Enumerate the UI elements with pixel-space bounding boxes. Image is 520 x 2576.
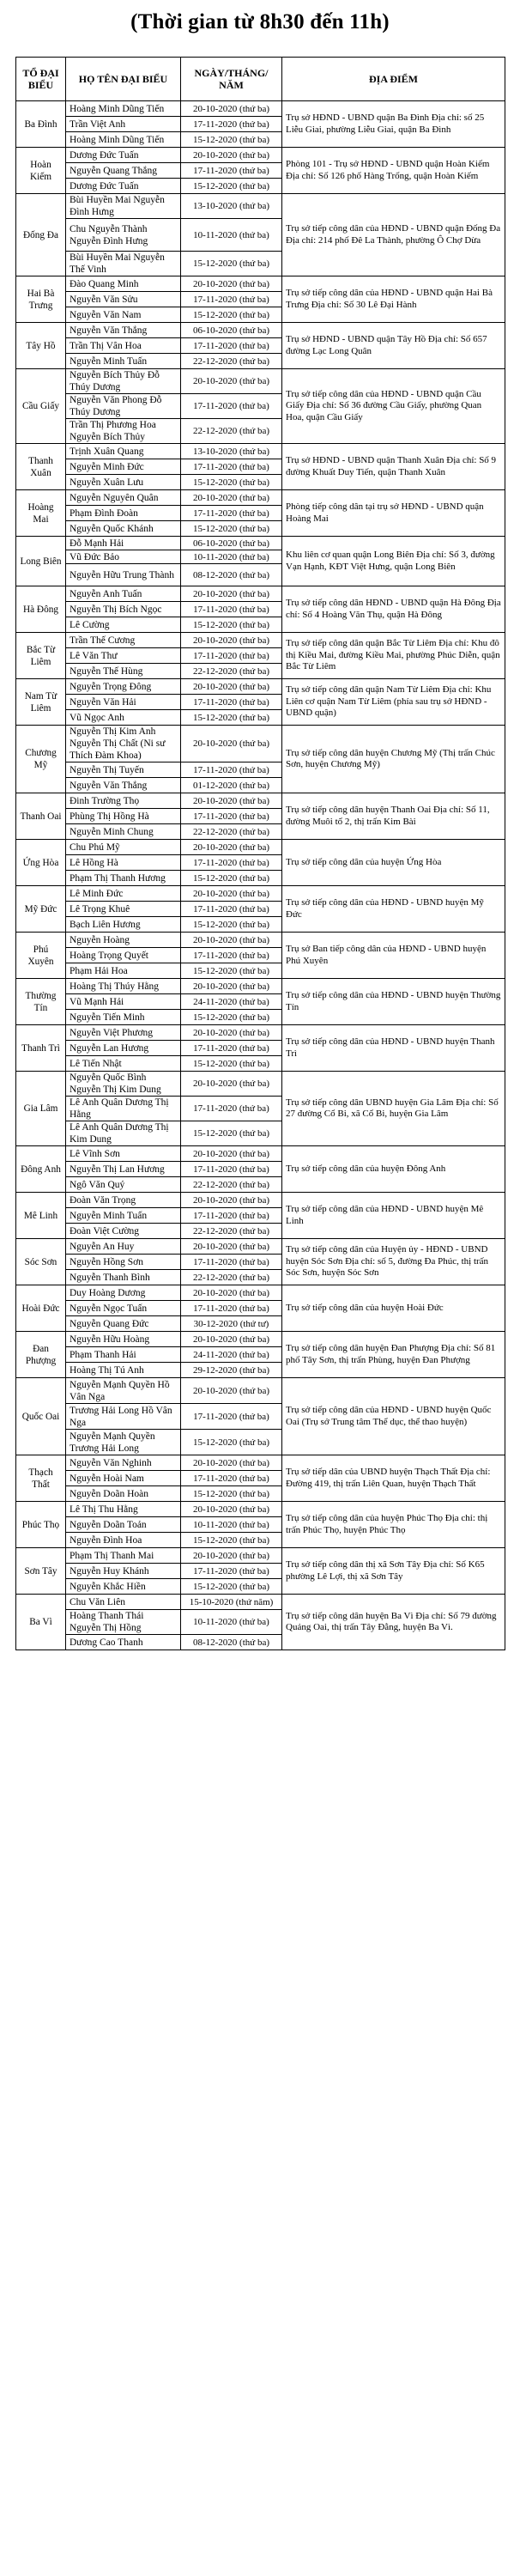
header-representative: HỌ TÊN ĐẠI BIỂU: [66, 58, 181, 101]
representative-cell: Bùi Huyền Mai Nguyễn Đình Hưng: [66, 194, 181, 219]
representative-cell: Nguyễn Mạnh Quyền Hồ Vân Nga: [66, 1378, 181, 1404]
unit-name-cell: Thường Tín: [16, 979, 66, 1025]
location-cell: Khu liên cơ quan quận Long Biên Địa chỉ: Số 3, đường Vạn Hạnh, KĐT Việt Hưng, quận Long Biên: [282, 537, 505, 586]
date-cell: 22-12-2020 (thứ ba): [181, 664, 282, 679]
location-cell: Phòng tiếp công dân tại trụ sở HĐND - UBND quận Hoàng Mai: [282, 490, 505, 537]
representative-cell: Nguyễn Thanh Bình: [66, 1270, 181, 1285]
unit-name-cell: Long Biên: [16, 537, 66, 586]
unit-name-cell: Tây Hồ: [16, 323, 66, 369]
location-cell: Trụ sở tiếp công dân của HĐND - UBND quận Cầu Giấy Địa chỉ: Số 36 đường Cầu Giấy, phường Quan Hoa, quận Cầu Giấy: [282, 369, 505, 444]
date-cell: 22-12-2020 (thứ ba): [181, 1270, 282, 1285]
date-cell: 15-12-2020 (thứ ba): [181, 1486, 282, 1502]
representative-cell: Nguyễn Lan Hương: [66, 1041, 181, 1056]
representative-cell: Nguyễn Quang Đức: [66, 1316, 181, 1332]
date-cell: 10-11-2020 (thứ ba): [181, 550, 282, 564]
date-cell: 13-10-2020 (thứ ba): [181, 444, 282, 459]
unit-name-cell: Thanh Xuân: [16, 444, 66, 490]
table-row: [16, 1193, 505, 1208]
date-cell: 20-10-2020 (thứ ba): [181, 1072, 282, 1097]
representative-cell: Chu Văn Liên: [66, 1595, 181, 1610]
location-cell: Trụ sở tiếp công dân của HĐND - UBND huyện Thanh Trì: [282, 1025, 505, 1072]
date-cell: 22-12-2020 (thứ ba): [181, 1177, 282, 1193]
table-row: [16, 1548, 505, 1564]
representative-cell: Nguyễn Bích Thủy Đỗ Thúy Dương: [66, 369, 181, 394]
representative-cell: Nguyễn Doãn Toản: [66, 1517, 181, 1533]
date-cell: 20-10-2020 (thứ ba): [181, 1378, 282, 1404]
location-cell: Trụ sở tiếp công dân của HĐND - UBND quận Đống Đa Địa chỉ: 214 phố Đê La Thành, phường Ô Chợ Dừa: [282, 194, 505, 276]
representative-cell: Phạm Thị Thanh Mai: [66, 1548, 181, 1564]
date-cell: 15-12-2020 (thứ ba): [181, 1010, 282, 1025]
representative-cell: Dương Cao Thanh: [66, 1635, 181, 1650]
unit-name-cell: Hai Bà Trưng: [16, 276, 66, 323]
date-cell: 15-10-2020 (thứ năm): [181, 1595, 282, 1610]
unit-name-cell: Phú Xuyên: [16, 933, 66, 979]
unit-name-cell: Đống Đa: [16, 194, 66, 276]
representative-cell: Nguyễn Quốc Khánh: [66, 521, 181, 537]
date-cell: 15-12-2020 (thứ ba): [181, 917, 282, 933]
date-cell: 10-11-2020 (thứ ba): [181, 1610, 282, 1635]
representative-cell: Dương Đức Tuấn: [66, 148, 181, 163]
table-row: [16, 586, 505, 602]
location-cell: Trụ sở tiếp công dân của HĐND - UBND huyện Mỹ Đức: [282, 886, 505, 933]
location-cell: Trụ sở tiếp công dân HĐND - UBND quận Hà Đông Địa chỉ: Số 4 Hoàng Văn Thụ, quận Hà Đông: [282, 586, 505, 633]
date-cell: 06-10-2020 (thứ ba): [181, 323, 282, 338]
date-cell: 20-10-2020 (thứ ba): [181, 276, 282, 292]
representative-cell: Phạm Thanh Hải: [66, 1347, 181, 1363]
location-cell: Trụ sở tiếp dân của UBND huyện Thạch Thất Địa chỉ: Đường 419, thị trấn Liên Quan, huyện Thạch Thất: [282, 1455, 505, 1502]
representative-cell: Nguyễn Thị Kim Anh Nguyễn Thị Chất (Ni sư Thích Đàm Khoa): [66, 726, 181, 762]
unit-name-cell: Thạch Thất: [16, 1455, 66, 1502]
representative-cell: Vũ Đức Bảo: [66, 550, 181, 564]
representative-cell: Nguyễn Khắc Hiền: [66, 1579, 181, 1595]
unit-name-cell: Hoàng Mai: [16, 490, 66, 537]
table-row: [16, 793, 505, 809]
table-row: [16, 633, 505, 648]
representative-cell: Nguyễn Minh Chung: [66, 824, 181, 840]
location-cell: Trụ sở tiếp công dân của huyện Ứng Hòa: [282, 840, 505, 886]
date-cell: 17-11-2020 (thứ ba): [181, 1097, 282, 1121]
unit-name-cell: Chương Mỹ: [16, 726, 66, 793]
date-cell: 20-10-2020 (thứ ba): [181, 633, 282, 648]
schedule-table: [15, 57, 505, 1650]
unit-name-cell: Phúc Thọ: [16, 1502, 66, 1548]
date-cell: 17-11-2020 (thứ ba): [181, 459, 282, 475]
location-cell: Trụ sở tiếp công dân của HĐND - UBND huyện Mê Linh: [282, 1193, 505, 1239]
representative-cell: Hoàng Trọng Quyết: [66, 948, 181, 963]
representative-cell: Nguyễn Văn Thắng: [66, 778, 181, 793]
date-cell: 01-12-2020 (thứ ba): [181, 778, 282, 793]
table-row: [16, 933, 505, 948]
location-cell: Trụ sở HĐND - UBND quận Tây Hồ Địa chỉ: Số 657 đường Lạc Long Quân: [282, 323, 505, 369]
location-cell: Trụ sở tiếp công dân của huyện Đông Anh: [282, 1146, 505, 1193]
representative-cell: Dương Đức Tuấn: [66, 179, 181, 194]
date-cell: 20-10-2020 (thứ ba): [181, 1455, 282, 1471]
unit-name-cell: Mỹ Đức: [16, 886, 66, 933]
table-row: [16, 1025, 505, 1041]
header-unit: TỔ ĐẠI BIỂU: [16, 58, 66, 101]
representative-cell: Nguyễn An Huy: [66, 1239, 181, 1255]
date-cell: 17-11-2020 (thứ ba): [181, 1471, 282, 1486]
representative-cell: Lê Cường: [66, 617, 181, 633]
representative-cell: Lê Anh Quân Dương Thị Kim Dung: [66, 1121, 181, 1146]
date-cell: 08-12-2020 (thứ ba): [181, 564, 282, 586]
representative-cell: Nguyễn Văn Phong Đỗ Thúy Dương: [66, 394, 181, 419]
document-title: (Thời gian từ 8h30 đến 11h): [130, 10, 390, 33]
representative-cell: Nguyễn Huy Khánh: [66, 1564, 181, 1579]
unit-name-cell: Sơn Tây: [16, 1548, 66, 1595]
date-cell: 17-11-2020 (thứ ba): [181, 902, 282, 917]
representative-cell: Nguyễn Ngọc Tuấn: [66, 1301, 181, 1316]
representative-cell: Chu Phú Mỹ: [66, 840, 181, 855]
representative-cell: Nguyễn Văn Nghinh: [66, 1455, 181, 1471]
representative-cell: Vũ Mạnh Hải: [66, 994, 181, 1010]
representative-cell: Ngô Văn Quý: [66, 1177, 181, 1193]
representative-cell: Phùng Thị Hồng Hà: [66, 809, 181, 824]
location-cell: Trụ sở tiếp công dân của huyện Hoài Đức: [282, 1285, 505, 1332]
representative-cell: Bùi Huyền Mai Nguyễn Thế Vinh: [66, 252, 181, 276]
date-cell: 20-10-2020 (thứ ba): [181, 1285, 282, 1301]
representative-cell: Chu Nguyễn Thành Nguyễn Đình Hưng: [66, 219, 181, 252]
representative-cell: Nguyễn Mạnh Quyền Trương Hải Long: [66, 1430, 181, 1455]
date-cell: 24-11-2020 (thứ ba): [181, 1347, 282, 1363]
representative-cell: Lê Thị Thu Hằng: [66, 1502, 181, 1517]
date-cell: 17-11-2020 (thứ ba): [181, 648, 282, 664]
unit-name-cell: Bắc Từ Liêm: [16, 633, 66, 679]
date-cell: 22-12-2020 (thứ ba): [181, 824, 282, 840]
date-cell: 15-12-2020 (thứ ba): [181, 617, 282, 633]
unit-name-cell: Sóc Sơn: [16, 1239, 66, 1285]
table-body: [16, 101, 505, 1650]
date-cell: 17-11-2020 (thứ ba): [181, 602, 282, 617]
unit-name-cell: Thanh Trì: [16, 1025, 66, 1072]
unit-name-cell: Nam Từ Liêm: [16, 679, 66, 726]
table-row: [16, 537, 505, 550]
table-row: [16, 1455, 505, 1471]
date-cell: 20-10-2020 (thứ ba): [181, 1502, 282, 1517]
date-cell: 17-11-2020 (thứ ba): [181, 1208, 282, 1224]
date-cell: 20-10-2020 (thứ ba): [181, 1193, 282, 1208]
date-cell: 20-10-2020 (thứ ba): [181, 490, 282, 506]
date-cell: 22-12-2020 (thứ ba): [181, 419, 282, 444]
location-cell: Trụ sở tiếp công dân huyện Đan Phượng Địa chỉ: Số 81 phố Tây Sơn, thị trấn Phùng, huyện Đan Phượng: [282, 1332, 505, 1378]
date-cell: 06-10-2020 (thứ ba): [181, 537, 282, 550]
date-cell: 17-11-2020 (thứ ba): [181, 948, 282, 963]
location-cell: Trụ sở tiếp công dân của HĐND - UBND huyện Thường Tín: [282, 979, 505, 1025]
representative-cell: Nguyễn Minh Đức: [66, 459, 181, 475]
unit-name-cell: Cầu Giấy: [16, 369, 66, 444]
date-cell: 17-11-2020 (thứ ba): [181, 1301, 282, 1316]
date-cell: 15-12-2020 (thứ ba): [181, 1579, 282, 1595]
date-cell: 20-10-2020 (thứ ba): [181, 793, 282, 809]
table-row: [16, 979, 505, 994]
date-cell: 17-11-2020 (thứ ba): [181, 292, 282, 307]
table-row: [16, 148, 505, 163]
location-cell: Trụ sở tiếp công dân quận Bắc Từ Liêm Địa chỉ: Khu đô thị Kiều Mai, đường Kiều Mai, phường Phúc Diễn, quận Bắc Từ Liêm: [282, 633, 505, 679]
table-row: [16, 1378, 505, 1404]
unit-name-cell: Thanh Oai: [16, 793, 66, 840]
unit-name-cell: Hà Đông: [16, 586, 66, 633]
date-cell: 15-12-2020 (thứ ba): [181, 1430, 282, 1455]
date-cell: 20-10-2020 (thứ ba): [181, 886, 282, 902]
date-cell: 15-12-2020 (thứ ba): [181, 475, 282, 490]
date-cell: 17-11-2020 (thứ ba): [181, 1404, 282, 1430]
date-cell: 15-12-2020 (thứ ba): [181, 521, 282, 537]
date-cell: 29-12-2020 (thứ ba): [181, 1363, 282, 1378]
unit-name-cell: Quốc Oai: [16, 1378, 66, 1455]
table-row: [16, 276, 505, 292]
date-cell: 15-12-2020 (thứ ba): [181, 179, 282, 194]
representative-cell: Nguyễn Minh Tuấn: [66, 1208, 181, 1224]
representative-cell: Đỗ Mạnh Hải: [66, 537, 181, 550]
representative-cell: Trần Thế Cương: [66, 633, 181, 648]
table-header-row: [16, 58, 505, 101]
date-cell: 20-10-2020 (thứ ba): [181, 840, 282, 855]
representative-cell: Nguyễn Hữu Trung Thành: [66, 564, 181, 586]
table-row: [16, 1595, 505, 1610]
representative-cell: Nguyễn Việt Phương: [66, 1025, 181, 1041]
date-cell: 15-12-2020 (thứ ba): [181, 252, 282, 276]
date-cell: 08-12-2020 (thứ ba): [181, 1635, 282, 1650]
date-cell: 10-11-2020 (thứ ba): [181, 1517, 282, 1533]
date-cell: 17-11-2020 (thứ ba): [181, 394, 282, 419]
date-cell: 22-12-2020 (thứ ba): [181, 1224, 282, 1239]
date-cell: 20-10-2020 (thứ ba): [181, 679, 282, 695]
representative-cell: Lê Trọng Khuê: [66, 902, 181, 917]
location-cell: Phòng 101 - Trụ sở HĐND - UBND quận Hoàn Kiếm Địa chỉ: Số 126 phố Hàng Trống, quận Hoàn Kiếm: [282, 148, 505, 194]
date-cell: 15-12-2020 (thứ ba): [181, 132, 282, 148]
date-cell: 20-10-2020 (thứ ba): [181, 1548, 282, 1564]
table-row: [16, 1502, 505, 1517]
representative-cell: Nguyễn Hữu Hoàng: [66, 1332, 181, 1347]
date-cell: 17-11-2020 (thứ ba): [181, 506, 282, 521]
representative-cell: Trần Thị Vân Hoa: [66, 338, 181, 354]
representative-cell: Lê Tiến Nhật: [66, 1056, 181, 1072]
date-cell: 13-10-2020 (thứ ba): [181, 194, 282, 219]
location-cell: Trụ sở tiếp công dân của huyện Phúc Thọ Địa chỉ: thị trấn Phúc Thọ, huyện Phúc Thọ: [282, 1502, 505, 1548]
table-row: [16, 194, 505, 219]
representative-cell: Phạm Đình Đoàn: [66, 506, 181, 521]
table-row: [16, 886, 505, 902]
date-cell: 15-12-2020 (thứ ba): [181, 963, 282, 979]
representative-cell: Duy Hoàng Dương: [66, 1285, 181, 1301]
representative-cell: Đoàn Văn Trọng: [66, 1193, 181, 1208]
date-cell: 20-10-2020 (thứ ba): [181, 979, 282, 994]
location-cell: Trụ sở HĐND - UBND quận Thanh Xuân Địa chỉ: Số 9 đường Khuất Duy Tiến, quận Thanh Xuân: [282, 444, 505, 490]
date-cell: 15-12-2020 (thứ ba): [181, 1533, 282, 1548]
representative-cell: Nguyễn Xuân Lưu: [66, 475, 181, 490]
representative-cell: Nguyễn Hoàng: [66, 933, 181, 948]
representative-cell: Lê Hồng Hà: [66, 855, 181, 871]
date-cell: 17-11-2020 (thứ ba): [181, 163, 282, 179]
location-cell: Trụ sở Ban tiếp công dân của HĐND - UBND huyện Phú Xuyên: [282, 933, 505, 979]
date-cell: 17-11-2020 (thứ ba): [181, 338, 282, 354]
representative-cell: Lê Minh Đức: [66, 886, 181, 902]
representative-cell: Nguyễn Thế Hùng: [66, 664, 181, 679]
date-cell: 15-12-2020 (thứ ba): [181, 1056, 282, 1072]
date-cell: 30-12-2020 (thứ tư): [181, 1316, 282, 1332]
location-cell: Trụ sở tiếp công dân của Huyện ủy - HĐND - UBND huyện Sóc Sơn Địa chỉ: số 5, đường Đa Phúc, thị trấn Sóc Sơn, huyện Sóc Sơn: [282, 1239, 505, 1285]
unit-name-cell: Ba Đình: [16, 101, 66, 148]
representative-cell: Nguyễn Đình Hoa: [66, 1533, 181, 1548]
representative-cell: Vũ Ngọc Anh: [66, 710, 181, 726]
representative-cell: Phạm Thị Thanh Hương: [66, 871, 181, 886]
unit-name-cell: Mê Linh: [16, 1193, 66, 1239]
representative-cell: Trịnh Xuân Quang: [66, 444, 181, 459]
representative-cell: Nguyễn Tiến Minh: [66, 1010, 181, 1025]
location-cell: Trụ sở tiếp công dân huyện Chương Mỹ (Thị trấn Chúc Sơn, huyện Chương Mỹ): [282, 726, 505, 793]
location-cell: Trụ sở HĐND - UBND quận Ba Đình Địa chỉ: số 25 Liễu Giai, phường Liễu Giai, quận Ba Đình: [282, 101, 505, 148]
unit-name-cell: Hoài Đức: [16, 1285, 66, 1332]
representative-cell: Trần Việt Anh: [66, 117, 181, 132]
header-date: NGÀY/THÁNG/ NĂM: [181, 58, 282, 101]
table-row: [16, 726, 505, 762]
date-cell: 17-11-2020 (thứ ba): [181, 117, 282, 132]
representative-cell: Nguyễn Văn Nam: [66, 307, 181, 323]
representative-cell: Nguyễn Quang Thắng: [66, 163, 181, 179]
table-row: [16, 369, 505, 394]
representative-cell: Nguyễn Hồng Sơn: [66, 1255, 181, 1270]
date-cell: 15-12-2020 (thứ ba): [181, 1121, 282, 1146]
table-row: [16, 101, 505, 117]
unit-name-cell: Gia Lâm: [16, 1072, 66, 1146]
representative-cell: Đoàn Việt Cường: [66, 1224, 181, 1239]
representative-cell: Nguyễn Minh Tuấn: [66, 354, 181, 369]
representative-cell: Hoàng Minh Dũng Tiến: [66, 132, 181, 148]
date-cell: 20-10-2020 (thứ ba): [181, 726, 282, 762]
date-cell: 24-11-2020 (thứ ba): [181, 994, 282, 1010]
representative-cell: Nguyễn Doãn Hoàn: [66, 1486, 181, 1502]
location-cell: Trụ sở tiếp công dân UBND huyện Gia Lâm Địa chỉ: Số 27 đường Cổ Bi, xã Cổ Bi, huyện Gia Lâm: [282, 1072, 505, 1146]
representative-cell: Trần Thị Phương Hoa Nguyễn Bích Thủy: [66, 419, 181, 444]
representative-cell: Nguyễn Quốc Bình Nguyễn Thị Kim Dung: [66, 1072, 181, 1097]
representative-cell: Nguyễn Văn Thắng: [66, 323, 181, 338]
representative-cell: Hoàng Thị Thúy Hằng: [66, 979, 181, 994]
date-cell: 10-11-2020 (thứ ba): [181, 219, 282, 252]
date-cell: 20-10-2020 (thứ ba): [181, 148, 282, 163]
date-cell: 15-12-2020 (thứ ba): [181, 307, 282, 323]
date-cell: 20-10-2020 (thứ ba): [181, 586, 282, 602]
unit-name-cell: Ba Vì: [16, 1595, 66, 1650]
table-row: [16, 840, 505, 855]
location-cell: Trụ sở tiếp công dân quận Nam Từ Liêm Địa chỉ: Khu Liên cơ quận Nam Từ Liêm (phía sau trụ sở HĐND - UBND quận): [282, 679, 505, 726]
unit-name-cell: Đông Anh: [16, 1146, 66, 1193]
table-row: [16, 490, 505, 506]
representative-cell: Bạch Liên Hương: [66, 917, 181, 933]
representative-cell: Phạm Hải Hoa: [66, 963, 181, 979]
header-location: ĐỊA ĐIỂM: [282, 58, 505, 101]
table-row: [16, 1285, 505, 1301]
date-cell: 17-11-2020 (thứ ba): [181, 1564, 282, 1579]
representative-cell: Nguyễn Văn Sửu: [66, 292, 181, 307]
date-cell: 17-11-2020 (thứ ba): [181, 1255, 282, 1270]
representative-cell: Nguyễn Trọng Đông: [66, 679, 181, 695]
date-cell: 17-11-2020 (thứ ba): [181, 695, 282, 710]
table-row: [16, 1072, 505, 1097]
date-cell: 20-10-2020 (thứ ba): [181, 1239, 282, 1255]
date-cell: 20-10-2020 (thứ ba): [181, 1332, 282, 1347]
table-row: [16, 444, 505, 459]
representative-cell: Đào Quang Minh: [66, 276, 181, 292]
location-cell: Trụ sở tiếp công dân của HĐND - UBND quận Hai Bà Trưng Địa chỉ: Số 30 Lê Đại Hành: [282, 276, 505, 323]
date-cell: 20-10-2020 (thứ ba): [181, 933, 282, 948]
date-cell: 22-12-2020 (thứ ba): [181, 354, 282, 369]
representative-cell: Nguyễn Nguyên Quân: [66, 490, 181, 506]
table-row: [16, 1239, 505, 1255]
date-cell: 17-11-2020 (thứ ba): [181, 1041, 282, 1056]
representative-cell: Lê Văn Thư: [66, 648, 181, 664]
unit-name-cell: Ứng Hòa: [16, 840, 66, 886]
date-cell: 17-11-2020 (thứ ba): [181, 762, 282, 778]
representative-cell: Nguyễn Hoài Nam: [66, 1471, 181, 1486]
date-cell: 20-10-2020 (thứ ba): [181, 101, 282, 117]
date-cell: 15-12-2020 (thứ ba): [181, 710, 282, 726]
location-cell: Trụ sở tiếp công dân thị xã Sơn Tây Địa chỉ: Số K65 phường Lê Lợi, thị xã Sơn Tây: [282, 1548, 505, 1595]
date-cell: 15-12-2020 (thứ ba): [181, 871, 282, 886]
date-cell: 20-10-2020 (thứ ba): [181, 1146, 282, 1162]
representative-cell: Nguyễn Thị Tuyến: [66, 762, 181, 778]
representative-cell: Lê Anh Quân Dương Thị Hằng: [66, 1097, 181, 1121]
location-cell: Trụ sở tiếp công dân huyện Ba Vì Địa chỉ: Số 79 đường Quảng Oai, thị trấn Tây Đằng, huyện Ba Vì.: [282, 1595, 505, 1650]
representative-cell: Hoàng Thị Tú Anh: [66, 1363, 181, 1378]
unit-name-cell: Hoàn Kiếm: [16, 148, 66, 194]
date-cell: 20-10-2020 (thứ ba): [181, 369, 282, 394]
representative-cell: Nguyễn Thị Lan Hương: [66, 1162, 181, 1177]
table-row: [16, 323, 505, 338]
representative-cell: Lê Vĩnh Sơn: [66, 1146, 181, 1162]
location-cell: Trụ sở tiếp công dân huyện Thanh Oai Địa chỉ: Số 11, đường Muôi tổ 2, thị trấn Kim Bài: [282, 793, 505, 840]
date-cell: 20-10-2020 (thứ ba): [181, 1025, 282, 1041]
date-cell: 17-11-2020 (thứ ba): [181, 855, 282, 871]
unit-name-cell: Đan Phượng: [16, 1332, 66, 1378]
location-cell: Trụ sở tiếp công dân của HĐND - UBND huyện Quốc Oai (Trụ sở Trung tâm Thể dục, thể thao huyện): [282, 1378, 505, 1455]
table-row: [16, 1332, 505, 1347]
date-cell: 17-11-2020 (thứ ba): [181, 1162, 282, 1177]
table-row: [16, 679, 505, 695]
representative-cell: Hoàng Thanh Thái Nguyễn Thị Hồng: [66, 1610, 181, 1635]
representative-cell: Đinh Trường Thọ: [66, 793, 181, 809]
date-cell: 17-11-2020 (thứ ba): [181, 809, 282, 824]
representative-cell: Trương Hải Long Hồ Vân Nga: [66, 1404, 181, 1430]
table-row: [16, 1146, 505, 1162]
representative-cell: Hoàng Minh Dũng Tiến: [66, 101, 181, 117]
representative-cell: Nguyễn Thị Bích Ngọc: [66, 602, 181, 617]
representative-cell: Nguyễn Văn Hải: [66, 695, 181, 710]
representative-cell: Nguyễn Anh Tuấn: [66, 586, 181, 602]
